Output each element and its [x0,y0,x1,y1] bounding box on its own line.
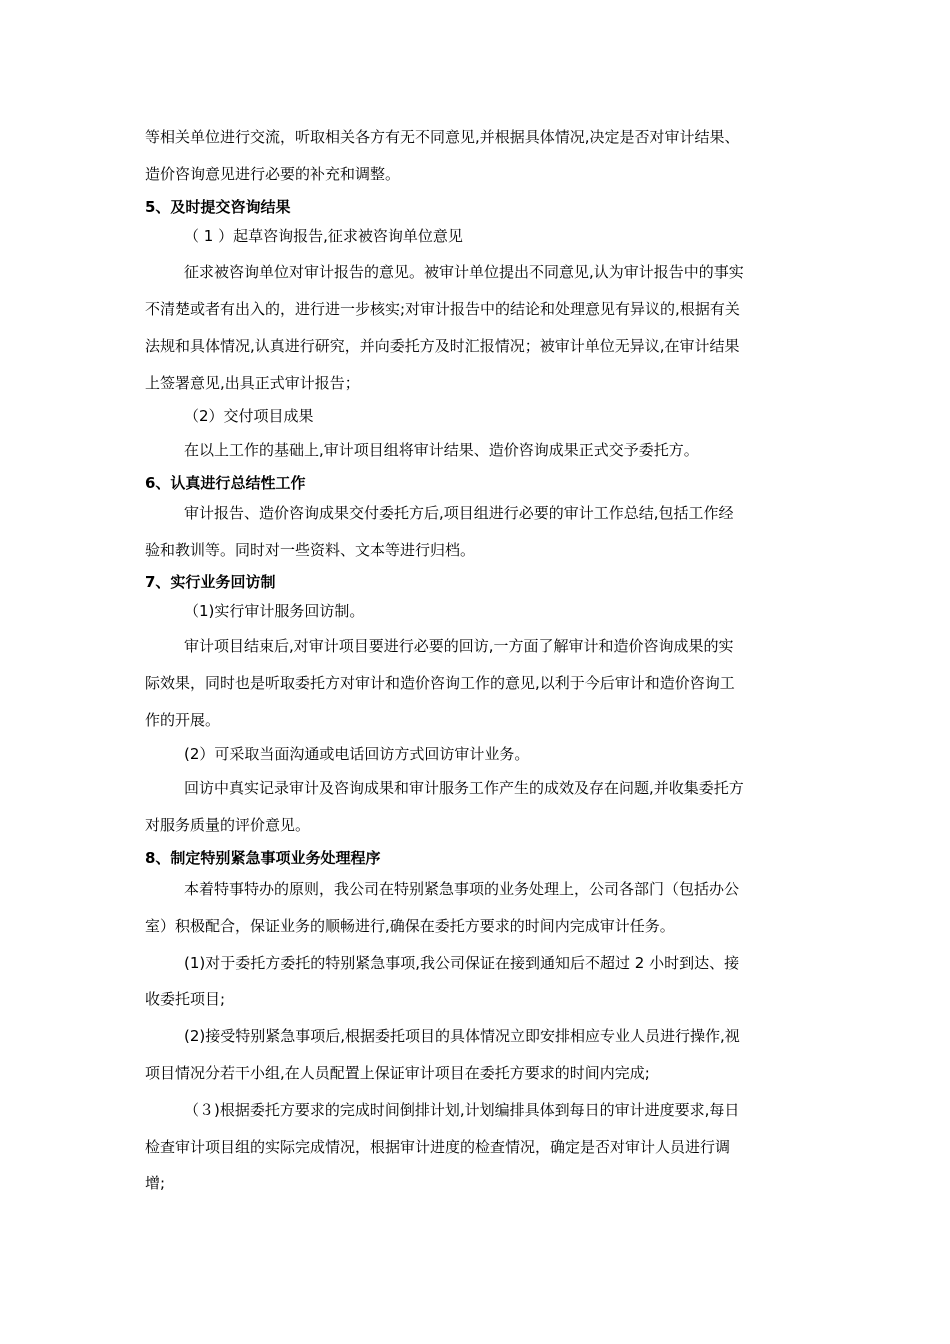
section-heading: 6、认真进行总结性工作 [145,474,306,492]
text-line: 验和教训等。同时对一些资料、文本等进行归档。 [145,541,476,559]
text-line: 对服务质量的评价意见。 [145,816,311,834]
text-line: （2）交付项目成果 [184,407,314,425]
section-heading: 7、实行业务回访制 [145,573,276,591]
text-line: （ 1 ）起草咨询报告,征求被咨询单位意见 [184,227,463,245]
text-line: （３)根据委托方要求的完成时间倒排计划,计划编排具体到每日的审计进度要求,每日 [184,1101,740,1119]
text-line: 际效果，同时也是听取委托方对审计和造价咨询工作的意见,以利于今后审计和造价咨询工 [145,674,735,692]
section-heading: 8、制定特别紧急事项业务处理程序 [145,849,381,867]
text-line: 在以上工作的基础上,审计项目组将审计结果、造价咨询成果正式交予委托方。 [184,441,699,459]
text-line: 不清楚或者有出入的，进行进一步核实;对审计报告中的结论和处理意见有异议的,根据有关 [145,300,740,318]
text-line: 室）积极配合，保证业务的顺畅进行,确保在委托方要求的时间内完成审计任务。 [145,917,675,935]
text-line: (2）可采取当面沟通或电话回访方式回访审计业务。 [184,745,530,763]
text-line: 征求被咨询单位对审计报告的意见。被审计单位提出不同意见,认为审计报告中的事实 [184,263,744,281]
text-line: 造价咨询意见进行必要的补充和调整。 [145,165,401,183]
text-line: 法规和具体情况,认真进行研究，并向委托方及时汇报情况；被审计单位无异议,在审计结果 [145,337,740,355]
text-line: 作的开展。 [145,711,221,729]
text-line: 等相关单位进行交流，听取相关各方有无不同意见,并根据具体情况,决定是否对审计结果、 [145,128,740,146]
text-line: 收委托项目; [145,990,226,1008]
text-line: 增; [145,1174,166,1192]
section-heading: 5、及时提交咨询结果 [145,198,291,216]
text-line: 上签署意见,出具正式审计报告； [145,374,360,392]
text-line: 本着特事特办的原则，我公司在特别紧急事项的业务处理上，公司各部门（包括办公 [184,880,740,898]
text-line: 检查审计项目组的实际完成情况，根据审计进度的检查情况，确定是否对审计人员进行调 [145,1138,731,1156]
text-line: （1)实行审计服务回访制。 [184,602,365,620]
text-line: 回访中真实记录审计及咨询成果和审计服务工作产生的成效及存在问题,并收集委托方 [184,779,744,797]
text-line: 审计报告、造价咨询成果交付委托方后,项目组进行必要的审计工作总结,包括工作经 [184,504,734,522]
text-line: 审计项目结束后,对审计项目要进行必要的回访,一方面了解审计和造价咨询成果的实 [184,637,734,655]
text-line: (2)接受特别紧急事项后,根据委托项目的具体情况立即安排相应专业人员进行操作,视 [184,1027,740,1045]
text-line: 项目情况分若干小组,在人员配置上保证审计项目在委托方要求的时间内完成; [145,1064,650,1082]
text-line: (1)对于委托方委托的特别紧急事项,我公司保证在接到通知后不超过 2 小时到达、接 [184,954,740,972]
